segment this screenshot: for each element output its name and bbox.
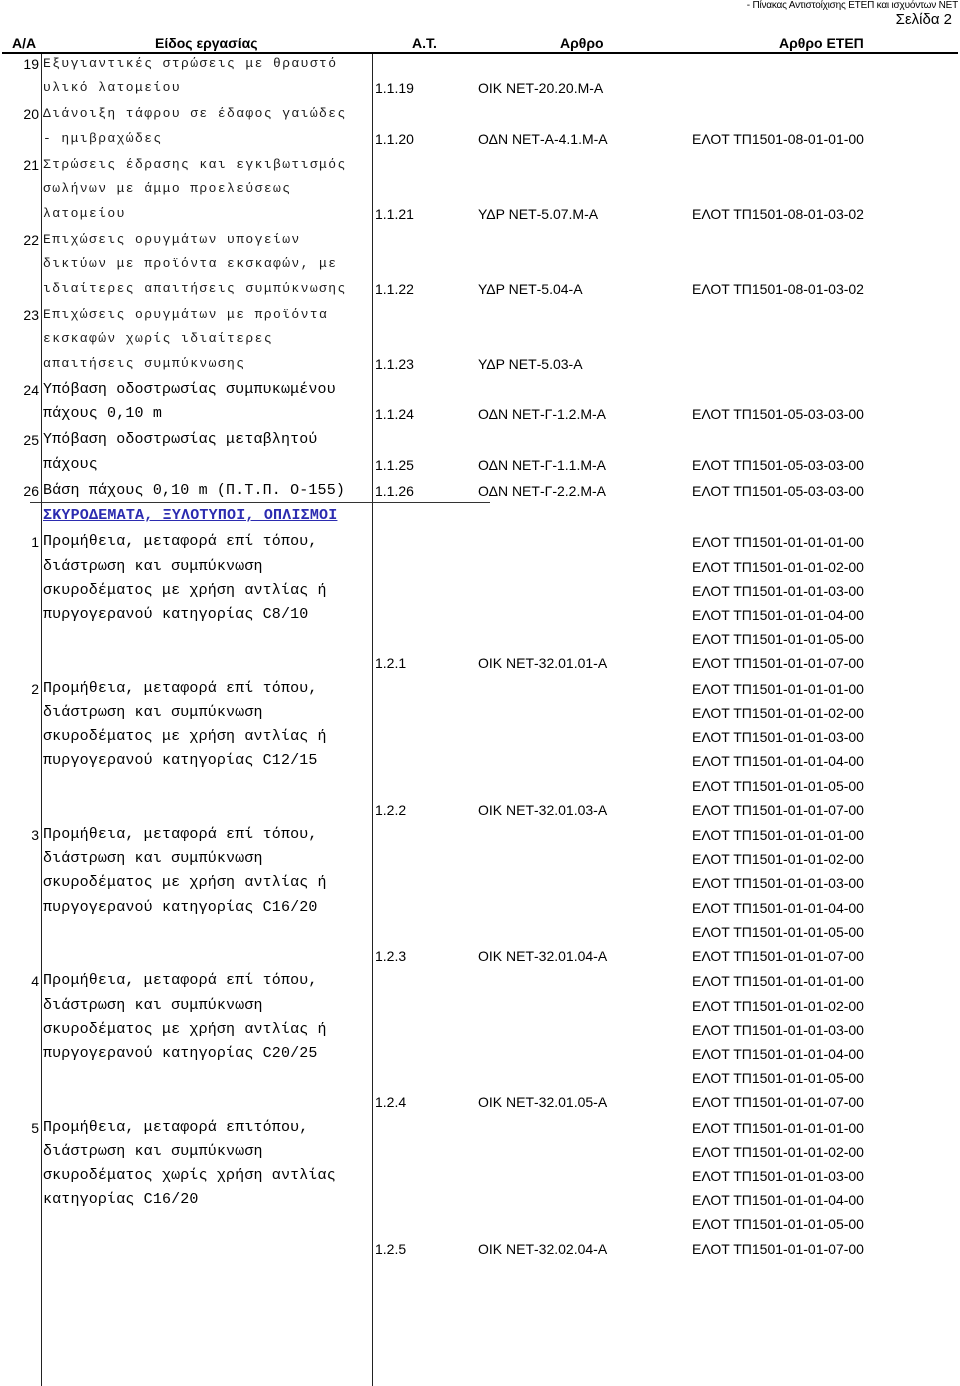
article-code: ΟΔΝ ΝΕΤ-Α-4.1.Μ-Α bbox=[478, 130, 608, 147]
work-description-line: διάστρωση και συμπύκνωση bbox=[43, 557, 263, 575]
row-number: 24 bbox=[23, 381, 39, 398]
row-number: 2 bbox=[31, 680, 39, 697]
article-code: ΟΙΚ ΝΕΤ-32.01.04-Α bbox=[478, 947, 608, 964]
article-code: ΥΔΡ ΝΕΤ-5.04-Α bbox=[478, 280, 583, 297]
work-description-line: σκυροδέματος με χρήση αντλίας ή bbox=[43, 581, 327, 599]
document-title: - Πίνακας Αντιστοίχισης ΕΤΕΠ και ισχυόντων ΝΕΤ bbox=[746, 0, 958, 11]
work-description bbox=[41, 677, 372, 774]
work-description-line: Υπόβαση οδοστρωσίας μεταβλητού bbox=[43, 431, 318, 449]
table-row bbox=[0, 529, 960, 675]
table-section bbox=[0, 50, 960, 503]
work-description-line: δικτύων με προϊόντα εκσκαφών, με bbox=[43, 256, 338, 272]
table-body bbox=[0, 50, 960, 1261]
article-code: ΟΙΚ ΝΕΤ-20.20.Μ-Α bbox=[478, 80, 604, 97]
page-number: Σελίδα 2 bbox=[895, 11, 952, 28]
etep-code: ΕΛΟΤ ΤΠ1501-01-01-03-00 bbox=[692, 1168, 864, 1185]
table-section bbox=[0, 503, 960, 1261]
work-description bbox=[41, 1116, 372, 1213]
table-row bbox=[0, 822, 960, 968]
work-description-line: - ημιβραχώδες bbox=[43, 130, 163, 146]
work-description-line: πυργογερανού κατηγορίας C20/25 bbox=[43, 1044, 318, 1062]
work-description-line: σωλήνων με άμμο προελεύσεως bbox=[43, 181, 292, 197]
row-number: 3 bbox=[31, 827, 39, 844]
etep-code: ΕΛΟΤ ΤΠ1501-01-01-05-00 bbox=[692, 1070, 864, 1087]
work-description-line: Προμήθεια, μεταφορά επί τόπου, bbox=[43, 972, 318, 990]
etep-code: ΕΛΟΤ ΤΠ1501-01-01-05-00 bbox=[692, 631, 864, 648]
table-row bbox=[0, 477, 960, 503]
etep-code: ΕΛΟΤ ΤΠ1501-01-01-01-00 bbox=[692, 1119, 864, 1136]
etep-code: ΕΛΟΤ ΤΠ1501-08-01-03-02 bbox=[692, 280, 864, 297]
at-code: 1.2.3 bbox=[375, 947, 407, 964]
work-description bbox=[41, 52, 372, 101]
etep-code: ΕΛΟΤ ΤΠ1501-01-01-01-00 bbox=[692, 680, 864, 697]
row-number: 20 bbox=[23, 106, 39, 123]
etep-code: ΕΛΟΤ ΤΠ1501-01-01-01-00 bbox=[692, 534, 864, 551]
work-description bbox=[41, 823, 372, 920]
etep-code: ΕΛΟΤ ΤΠ1501-05-03-03-00 bbox=[692, 456, 864, 473]
etep-code: ΕΛΟΤ ΤΠ1501-01-01-05-00 bbox=[692, 1216, 864, 1233]
at-code: 1.2.4 bbox=[375, 1094, 407, 1111]
work-description bbox=[41, 530, 372, 627]
work-description-line: διάστρωση και συμπύκνωση bbox=[43, 996, 263, 1014]
work-description-line: πυργογερανού κατηγορίας C16/20 bbox=[43, 898, 318, 916]
table-row bbox=[0, 1115, 960, 1261]
row-number: 19 bbox=[23, 55, 39, 72]
work-description bbox=[41, 479, 372, 504]
article-code: ΟΙΚ ΝΕΤ-32.01.01-Α bbox=[478, 655, 608, 672]
etep-code: ΕΛΟΤ ΤΠ1501-01-01-02-00 bbox=[692, 1143, 864, 1160]
etep-code: ΕΛΟΤ ΤΠ1501-01-01-02-00 bbox=[692, 851, 864, 868]
etep-code: ΕΛΟΤ ΤΠ1501-01-01-05-00 bbox=[692, 777, 864, 794]
etep-code: ΕΛΟΤ ΤΠ1501-01-01-03-00 bbox=[692, 729, 864, 746]
at-code: 1.1.24 bbox=[375, 406, 414, 423]
row-number: 22 bbox=[23, 231, 39, 248]
work-description-line: πάχους 0,10 m bbox=[43, 405, 162, 423]
row-number: 26 bbox=[23, 482, 39, 499]
etep-code: ΕΛΟΤ ΤΠ1501-01-01-02-00 bbox=[692, 997, 864, 1014]
work-description-line: σκυροδέματος με χρήση αντλίας ή bbox=[43, 874, 327, 892]
col-header-article: Αρθρο bbox=[560, 35, 604, 51]
etep-codes bbox=[692, 453, 960, 478]
article-code: ΟΙΚ ΝΕΤ-32.02.04-Α bbox=[478, 1240, 608, 1257]
etep-code: ΕΛΟΤ ΤΠ1501-01-01-01-00 bbox=[692, 973, 864, 990]
at-code: 1.2.2 bbox=[375, 801, 407, 818]
article-code: ΟΔΝ ΝΕΤ-Γ-1.1.Μ-Α bbox=[478, 456, 606, 473]
etep-code: ΕΛΟΤ ΤΠ1501-01-01-04-00 bbox=[692, 607, 864, 623]
work-description-line: ιδιαίτερες απαιτήσεις συμπύκνωσης bbox=[43, 280, 347, 296]
work-description bbox=[41, 228, 372, 302]
row-number: 25 bbox=[23, 432, 39, 449]
work-description bbox=[41, 378, 372, 427]
work-description-line: πυργογερανού κατηγορίας C12/15 bbox=[43, 752, 318, 770]
table-row bbox=[0, 226, 960, 301]
etep-code: ΕΛΟΤ ΤΠ1501-01-01-02-00 bbox=[692, 558, 864, 575]
etep-code: ΕΛΟΤ ΤΠ1501-01-01-04-00 bbox=[692, 1192, 864, 1209]
etep-code: ΕΛΟΤ ΤΠ1501-01-01-04-00 bbox=[692, 1045, 864, 1062]
at-code: 1.1.20 bbox=[375, 130, 414, 147]
row-number: 23 bbox=[23, 306, 39, 323]
article-code: ΟΔΝ ΝΕΤ-Γ-2.2.Μ-Α bbox=[478, 482, 606, 499]
etep-code: ΕΛΟΤ ΤΠ1501-05-03-03-00 bbox=[692, 482, 864, 499]
etep-code: ΕΛΟΤ ΤΠ1501-01-01-04-00 bbox=[692, 753, 864, 770]
etep-codes bbox=[692, 479, 960, 504]
work-description bbox=[41, 153, 372, 227]
etep-code: ΕΛΟΤ ΤΠ1501-01-01-07-00 bbox=[692, 801, 864, 818]
work-description-line: διάστρωση και συμπύκνωση bbox=[43, 850, 263, 868]
work-description bbox=[41, 303, 372, 377]
row-number: 21 bbox=[23, 156, 39, 173]
work-description-line: σκυροδέματος χωρίς χρήση αντλίας bbox=[43, 1167, 336, 1185]
etep-codes bbox=[692, 127, 960, 152]
work-description-line: σκυροδέματος με χρήση αντλίας ή bbox=[43, 728, 327, 746]
work-description-line: Προμήθεια, μεταφορά επί τόπου, bbox=[43, 533, 318, 551]
col-header-aa: Α/Α bbox=[12, 35, 37, 51]
etep-code: ΕΛΟΤ ΤΠ1501-01-01-07-00 bbox=[692, 1094, 864, 1111]
work-description-line: λατομείου bbox=[43, 205, 126, 221]
etep-code: ΕΛΟΤ ΤΠ1501-01-01-05-00 bbox=[692, 923, 864, 940]
work-description-line: Προμήθεια, μεταφορά επί τόπου, bbox=[43, 826, 318, 844]
article-code: ΥΔΡ ΝΕΤ-5.07.Μ-Α bbox=[478, 205, 599, 222]
work-description-line: πυργογερανού κατηγορίας C8/10 bbox=[43, 606, 309, 623]
etep-code: ΕΛΟΤ ΤΠ1501-01-01-07-00 bbox=[692, 1240, 864, 1257]
table-row bbox=[0, 427, 960, 478]
article-code: ΥΔΡ ΝΕΤ-5.03-Α bbox=[478, 355, 583, 372]
work-description-line: Προμήθεια, μεταφορά επί τόπου, bbox=[43, 679, 318, 697]
row-number: 5 bbox=[31, 1119, 39, 1136]
article-code: ΟΙΚ ΝΕΤ-32.01.03-Α bbox=[478, 801, 608, 818]
work-description bbox=[41, 428, 372, 477]
work-description-line: απαιτήσεις συμπύκνωσης bbox=[43, 355, 246, 371]
work-description-line: κατηγορίας C16/20 bbox=[43, 1191, 199, 1209]
table-row bbox=[0, 50, 960, 101]
work-description-line: Εξυγιαντικές στρώσεις με θραυστό bbox=[43, 55, 338, 71]
col-header-article-etep: Αρθρο ΕΤΕΠ bbox=[779, 35, 864, 51]
etep-codes bbox=[692, 677, 960, 822]
work-description-line: Επιχώσεις ορυγμάτων με προϊόντα bbox=[43, 306, 329, 322]
work-description-line: διάστρωση και συμπύκνωση bbox=[43, 703, 263, 721]
table-row bbox=[0, 101, 960, 152]
at-code: 1.1.22 bbox=[375, 280, 414, 297]
etep-code: ΕΛΟΤ ΤΠ1501-01-01-07-00 bbox=[692, 948, 864, 964]
table-row bbox=[0, 301, 960, 376]
col-header-work-type: Είδος εργασίας bbox=[155, 35, 258, 51]
work-description-line: Υπόβαση οδοστρωσίας συμπυκωμένου bbox=[43, 380, 336, 398]
etep-code: ΕΛΟΤ ΤΠ1501-01-01-07-00 bbox=[692, 655, 864, 672]
work-description-line: σκυροδέματος με χρήση αντλίας ή bbox=[43, 1020, 327, 1038]
etep-code: ΕΛΟΤ ΤΠ1501-01-01-03-00 bbox=[692, 582, 864, 599]
article-code: ΟΔΝ ΝΕΤ-Γ-1.2.Μ-Α bbox=[478, 406, 606, 423]
work-description-line: Βάση πάχους 0,10 m (Π.Τ.Π. Ο-155) bbox=[43, 481, 345, 499]
etep-code: ΕΛΟΤ ΤΠ1501-08-01-03-02 bbox=[692, 205, 864, 222]
etep-code: ΕΛΟΤ ΤΠ1501-08-01-01-00 bbox=[692, 130, 864, 147]
at-code: 1.1.23 bbox=[375, 355, 414, 372]
table-row bbox=[0, 151, 960, 226]
etep-codes bbox=[692, 969, 960, 1114]
article-code: ΟΙΚ ΝΕΤ-32.01.05-Α bbox=[478, 1094, 608, 1111]
work-description-line: Στρώσεις έδρασης και εγκιβωτισμός bbox=[43, 156, 347, 172]
at-code: 1.1.26 bbox=[375, 482, 414, 499]
etep-code: ΕΛΟΤ ΤΠ1501-01-01-02-00 bbox=[692, 704, 864, 721]
etep-code: ΕΛΟΤ ΤΠ1501-01-01-01-00 bbox=[692, 827, 864, 844]
work-description bbox=[41, 102, 372, 151]
at-code: 1.2.1 bbox=[375, 655, 407, 672]
at-code: 1.1.21 bbox=[375, 205, 414, 222]
etep-codes bbox=[692, 277, 960, 302]
etep-codes bbox=[692, 530, 960, 675]
col-header-at: Α.Τ. bbox=[412, 35, 437, 51]
work-description bbox=[41, 969, 372, 1066]
work-description-line: πάχους bbox=[43, 455, 98, 473]
at-code: 1.2.5 bbox=[375, 1240, 407, 1257]
etep-codes bbox=[692, 402, 960, 427]
etep-codes bbox=[692, 1116, 960, 1261]
section-title: ΣΚΥΡΟΔΕΜΑΤΑ, ΞΥΛΟΤΥΠΟΙ, ΟΠΛΙΣΜΟΙ bbox=[43, 507, 338, 525]
at-code: 1.1.19 bbox=[375, 80, 414, 97]
table-row bbox=[0, 676, 960, 822]
work-description-line: διάστρωση και συμπύκνωση bbox=[43, 1142, 263, 1160]
table-row bbox=[0, 968, 960, 1114]
etep-code: ΕΛΟΤ ΤΠ1501-01-01-03-00 bbox=[692, 1021, 864, 1038]
work-description-line: υλικό λατομείου bbox=[43, 80, 182, 96]
work-description-line: Προμήθεια, μεταφορά επιτόπου, bbox=[43, 1118, 309, 1136]
etep-code: ΕΛΟΤ ΤΠ1501-05-03-03-00 bbox=[692, 406, 864, 423]
work-description-line: εκσκαφών χωρίς ιδιαίτερες bbox=[43, 331, 274, 347]
work-description-line: Διάνοιξη τάφρου σε έδαφος γαιώδες bbox=[43, 106, 347, 122]
at-code: 1.1.25 bbox=[375, 456, 414, 473]
etep-codes bbox=[692, 202, 960, 227]
etep-code: ΕΛΟΤ ΤΠ1501-01-01-04-00 bbox=[692, 899, 864, 916]
etep-code: ΕΛΟΤ ΤΠ1501-01-01-03-00 bbox=[692, 875, 864, 892]
table-row bbox=[0, 376, 960, 427]
etep-codes bbox=[692, 823, 960, 968]
work-description-line: Επιχώσεις ορυγμάτων υπογείων bbox=[43, 231, 301, 247]
row-number: 4 bbox=[31, 973, 39, 990]
row-number: 1 bbox=[31, 534, 39, 551]
